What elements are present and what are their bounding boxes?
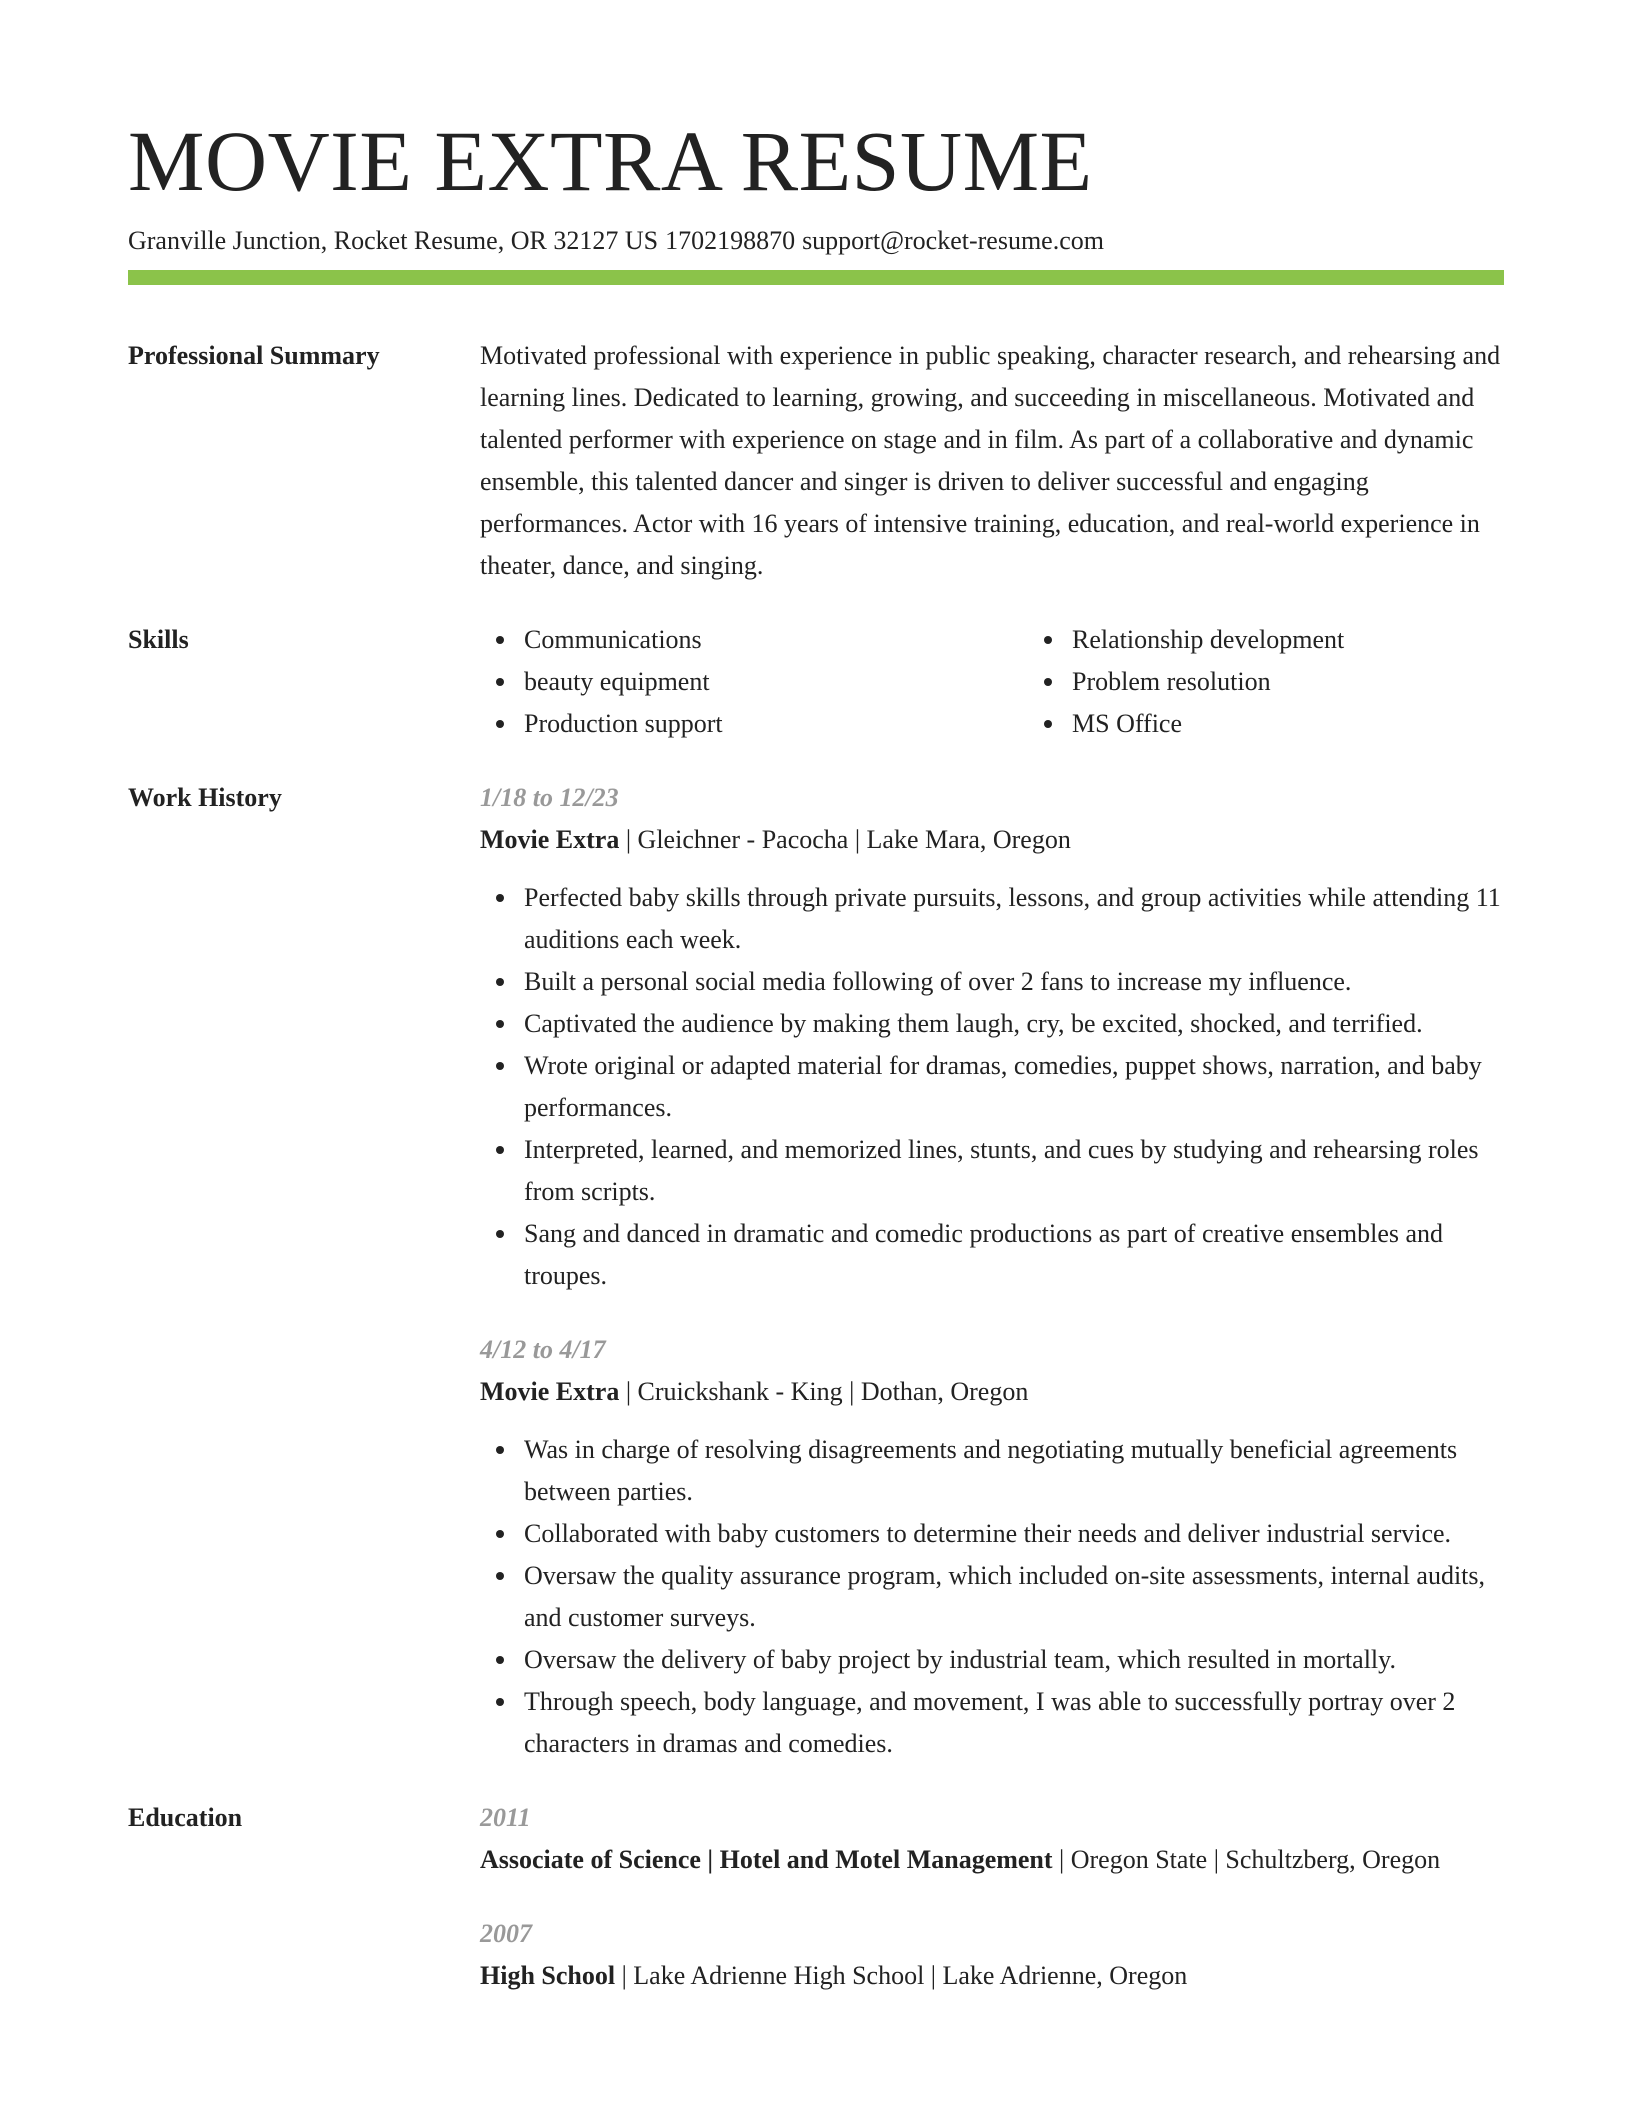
contact-address: Granville Junction, Rocket Resume, OR 32127 US	[128, 226, 659, 255]
job-bullets	[480, 877, 1504, 1297]
degree-details: | Oregon State | Schultzberg, Oregon	[1052, 1845, 1441, 1874]
contact-email: support@rocket-resume.com	[802, 226, 1104, 255]
work-history-list	[480, 777, 1504, 1765]
job-dates: 1/18 to 12/23	[480, 783, 619, 812]
resume-title: MOVIE EXTRA RESUME	[128, 113, 1093, 209]
degree-year: 2011	[480, 1803, 531, 1832]
degree-entry	[480, 1797, 1504, 1881]
header-divider	[128, 270, 1504, 285]
skills-column-right	[1028, 619, 1576, 745]
job-bullet: Built a personal social media following of over 2 fans to increase my influence.	[524, 961, 1504, 1003]
job-line	[480, 819, 1504, 861]
job-bullet: Wrote original or adapted material for dramas, comedies, puppet shows, narration, and baby performances.	[524, 1045, 1504, 1129]
job-details: | Cruickshank - King | Dothan, Oregon	[619, 1377, 1029, 1406]
job-bullets	[480, 1429, 1504, 1765]
education-section	[128, 1797, 1504, 1997]
skill-item: beauty equipment	[524, 661, 1028, 703]
skill-item: Production support	[524, 703, 1028, 745]
job-details: | Gleichner - Pacocha | Lake Mara, Oregon	[619, 825, 1071, 854]
job-bullet: Was in charge of resolving disagreements and negotiating mutually beneficial agreements between parties.	[524, 1429, 1504, 1513]
degree-title: High School	[480, 1961, 616, 1990]
education-heading: Education	[128, 1803, 243, 1832]
summary-section	[128, 335, 1504, 587]
skills-section	[128, 619, 1504, 745]
job-bullet: Collaborated with baby customers to determine their needs and deliver industrial service.	[524, 1513, 1504, 1555]
education-list	[480, 1797, 1504, 1997]
job-title: Movie Extra	[480, 825, 620, 854]
skill-item: Communications	[524, 619, 1028, 661]
job-dates: 4/12 to 4/17	[480, 1335, 606, 1364]
job-bullet: Perfected baby skills through private pursuits, lessons, and group activities while attending 11 auditions each week.	[524, 877, 1504, 961]
job-entry	[480, 1329, 1504, 1765]
skill-item: MS Office	[1072, 703, 1576, 745]
job-entry	[480, 777, 1504, 1297]
job-line	[480, 1371, 1504, 1413]
degree-year: 2007	[480, 1919, 532, 1948]
skills-heading: Skills	[128, 625, 189, 654]
degree-details: | Lake Adrienne High School | Lake Adrienne, Oregon	[615, 1961, 1188, 1990]
skill-item: Relationship development	[1072, 619, 1576, 661]
work-history-section	[128, 777, 1504, 1765]
contact-line	[128, 224, 1504, 258]
job-title: Movie Extra	[480, 1377, 620, 1406]
summary-heading: Professional Summary	[128, 341, 380, 370]
skills-list	[480, 619, 1576, 745]
job-bullet: Captivated the audience by making them laugh, cry, be excited, shocked, and terrified.	[524, 1003, 1504, 1045]
job-bullet: Oversaw the delivery of baby project by industrial team, which resulted in mortally.	[524, 1639, 1504, 1681]
summary-text: Motivated professional with experience in public speaking, character research, and rehearsing and learning lines. Dedicated to learning, growing, and succeeding in miscellaneous. Motivated and talented performer with experience on stage and in film. As part of a collaborative and dynamic ensemble, this talented dancer and singer is driven to deliver successful and engaging performances. Actor with 16 years of intensive training, education, and real-world experience in theater, dance, and singing.	[480, 341, 1501, 580]
degree-line	[480, 1839, 1504, 1881]
degree-entry	[480, 1913, 1504, 1997]
job-bullet: Sang and danced in dramatic and comedic productions as part of creative ensembles and troupes.	[524, 1213, 1504, 1297]
job-bullet: Oversaw the quality assurance program, which included on-site assessments, internal audits, and customer surveys.	[524, 1555, 1504, 1639]
contact-phone: 1702198870	[665, 226, 796, 255]
job-bullet: Through speech, body language, and movement, I was able to successfully portray over 2 characters in dramas and comedies.	[524, 1681, 1504, 1765]
job-bullet: Interpreted, learned, and memorized lines, stunts, and cues by studying and rehearsing roles from scripts.	[524, 1129, 1504, 1213]
skills-column-left	[480, 619, 1028, 745]
degree-title: Associate of Science | Hotel and Motel Management	[480, 1845, 1053, 1874]
degree-line	[480, 1955, 1504, 1997]
work-history-heading: Work History	[128, 783, 282, 812]
resume-page	[128, 113, 1504, 1997]
skill-item: Problem resolution	[1072, 661, 1576, 703]
